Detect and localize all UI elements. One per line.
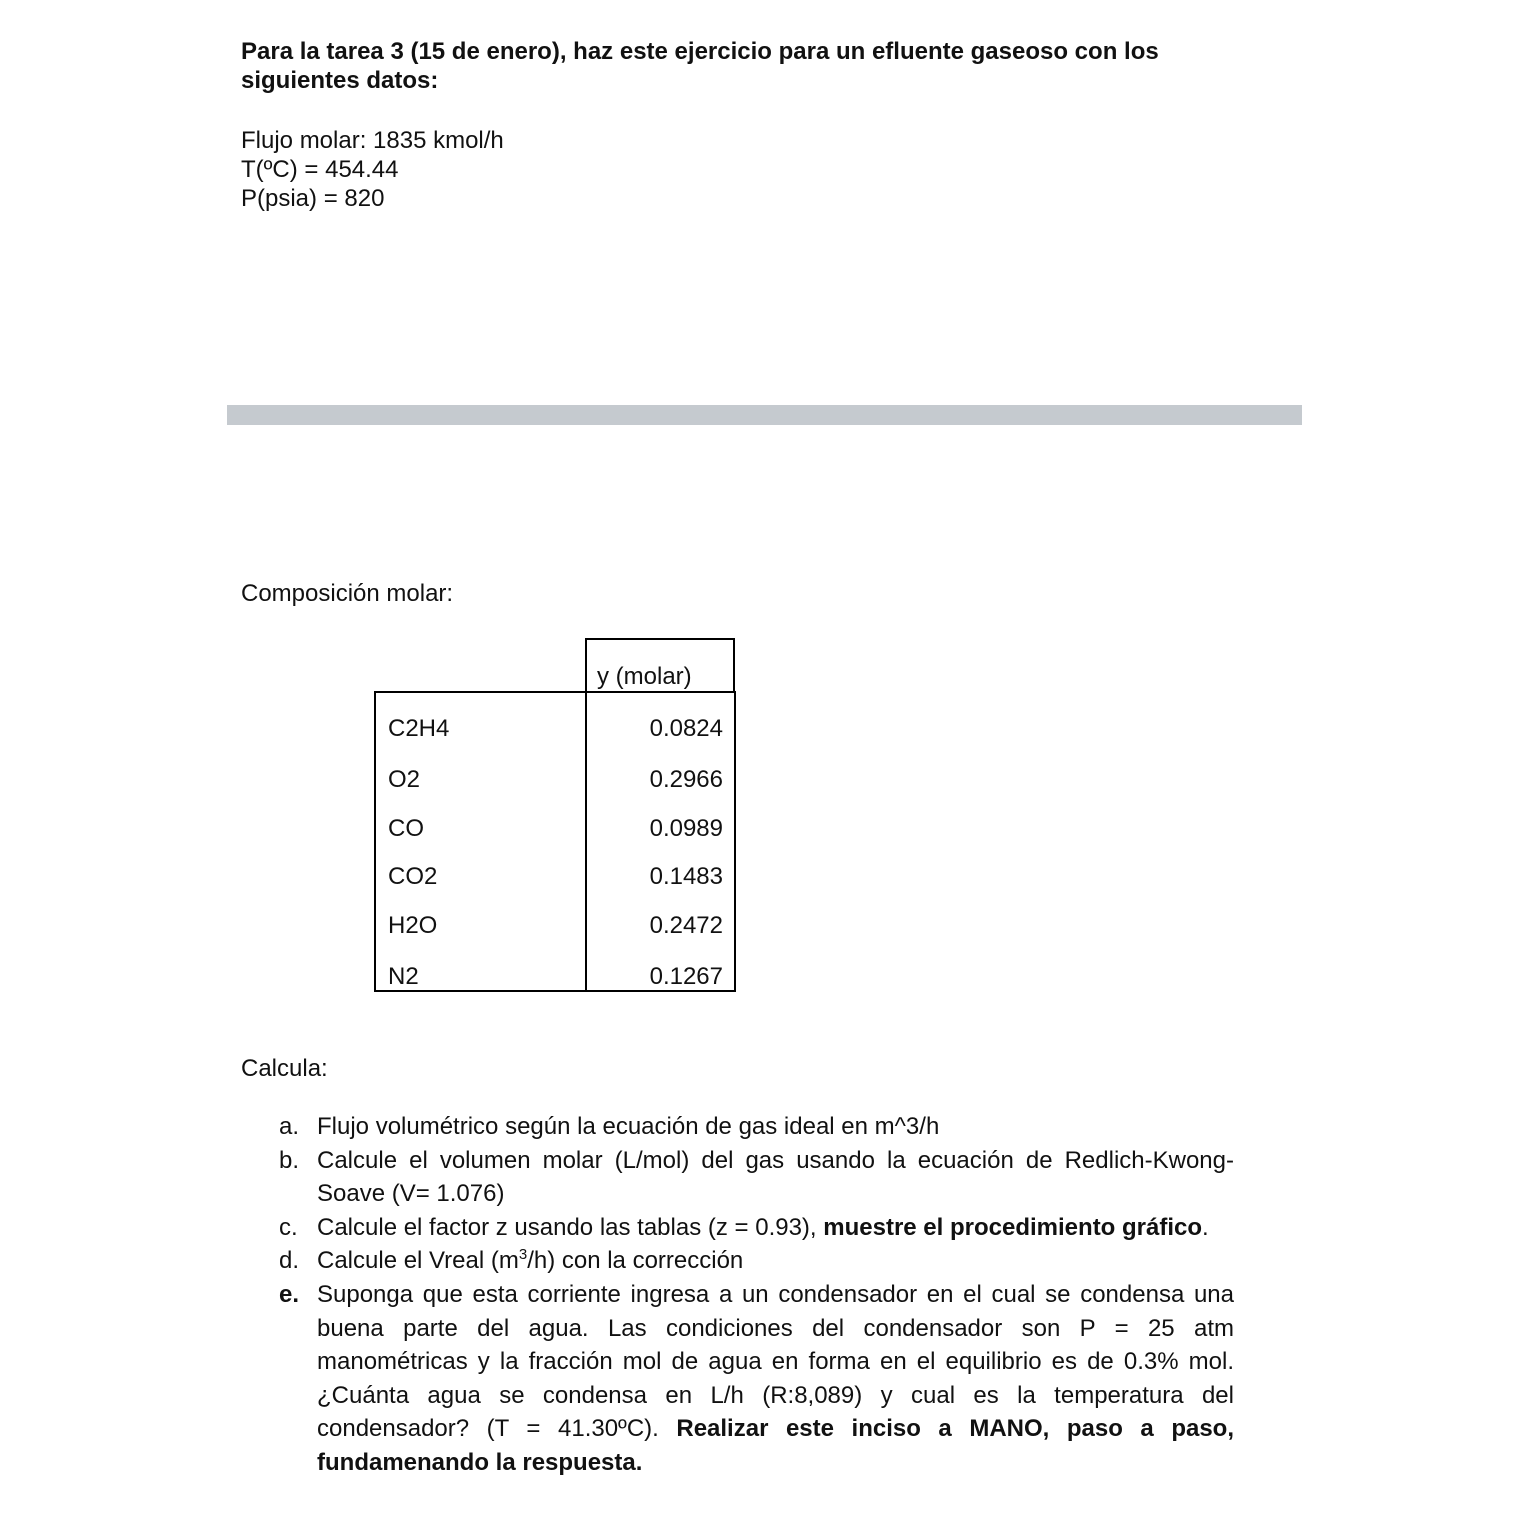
table-row (374, 814, 736, 843)
item-text: Calcule el Vreal (m (317, 1247, 519, 1275)
fraction-cell: 0.2966 (649, 766, 723, 793)
list-marker: b. (279, 1146, 300, 1174)
item-text: Suponga que esta corriente ingresa a un condensador en el cual se condensa una buena parte del agua. Las condiciones del condensador son P = 25 atm manométricas y la fracción mol de agua en forma en el equilibrio es de 0.3% mol. ¿Cuánta agua se condensa en L/h (R:8,089) y cual es la temperatura del condensador? (T = 41.30ºC). (317, 1280, 1234, 1443)
table-row (374, 765, 736, 794)
item-bold-text: Realizar este inciso a MANO, paso a paso, fundamenando la respuesta. (317, 1415, 1235, 1476)
section-divider (227, 405, 1302, 425)
list-item-d (279, 1244, 1234, 1278)
item-end-text: . (1202, 1213, 1209, 1241)
task-list (279, 1110, 1234, 1480)
assignment-title: Para la tarea 3 (15 de enero), haz este ejercicio para un efluente gaseoso con los siguientes datos: (241, 38, 1159, 94)
calcula-label: Calcula: (241, 1055, 328, 1082)
item-text: Flujo volumétrico según la ecuación de gas ideal en m^3/h (317, 1113, 940, 1140)
item-text: Calcule el volumen molar (L/mol) del gas usando la ecuación de Redlich-Kwong-Soave (V= 1.076) (317, 1146, 1234, 1208)
item-text: Calcule el factor z usando las tablas (z = 0.93), (317, 1213, 824, 1241)
list-item-a (279, 1110, 1234, 1144)
list-item-e (279, 1278, 1234, 1480)
composition-label: Composición molar: (241, 580, 454, 607)
table-column-header: y (molar) (597, 663, 692, 690)
species-cell: CO2 (388, 863, 438, 890)
list-item-b (279, 1144, 1234, 1211)
list-item-c (279, 1211, 1234, 1245)
list-marker: d. (279, 1247, 300, 1275)
table-row (374, 962, 736, 991)
pressure-line: P(psia) = 820 (241, 185, 385, 212)
fraction-cell: 0.0824 (649, 715, 723, 742)
fraction-cell: 0.1483 (649, 863, 723, 890)
species-cell: N2 (388, 963, 419, 990)
list-marker: a. (279, 1113, 300, 1140)
fraction-cell: 0.1267 (649, 963, 723, 990)
list-marker: e. (279, 1280, 300, 1308)
item-text-end: /h) con la corrección (527, 1247, 744, 1275)
species-cell: C2H4 (388, 715, 450, 742)
item-bold-text: muestre el procedimiento gráfico (823, 1213, 1203, 1241)
superscript: 3 (518, 1246, 528, 1264)
temperature-line: T(ºC) = 454.44 (241, 156, 399, 183)
table-row (374, 714, 736, 743)
species-cell: O2 (388, 766, 421, 793)
conditions-block (241, 126, 504, 213)
table-row (374, 911, 736, 940)
fraction-cell: 0.0989 (649, 815, 723, 842)
fraction-cell: 0.2472 (649, 912, 723, 939)
table-row (374, 862, 736, 891)
species-cell: CO (388, 815, 424, 842)
list-marker: c. (279, 1213, 298, 1241)
species-cell: H2O (388, 912, 438, 939)
molar-flow-line: Flujo molar: 1835 kmol/h (241, 127, 504, 154)
composition-table (374, 638, 736, 992)
